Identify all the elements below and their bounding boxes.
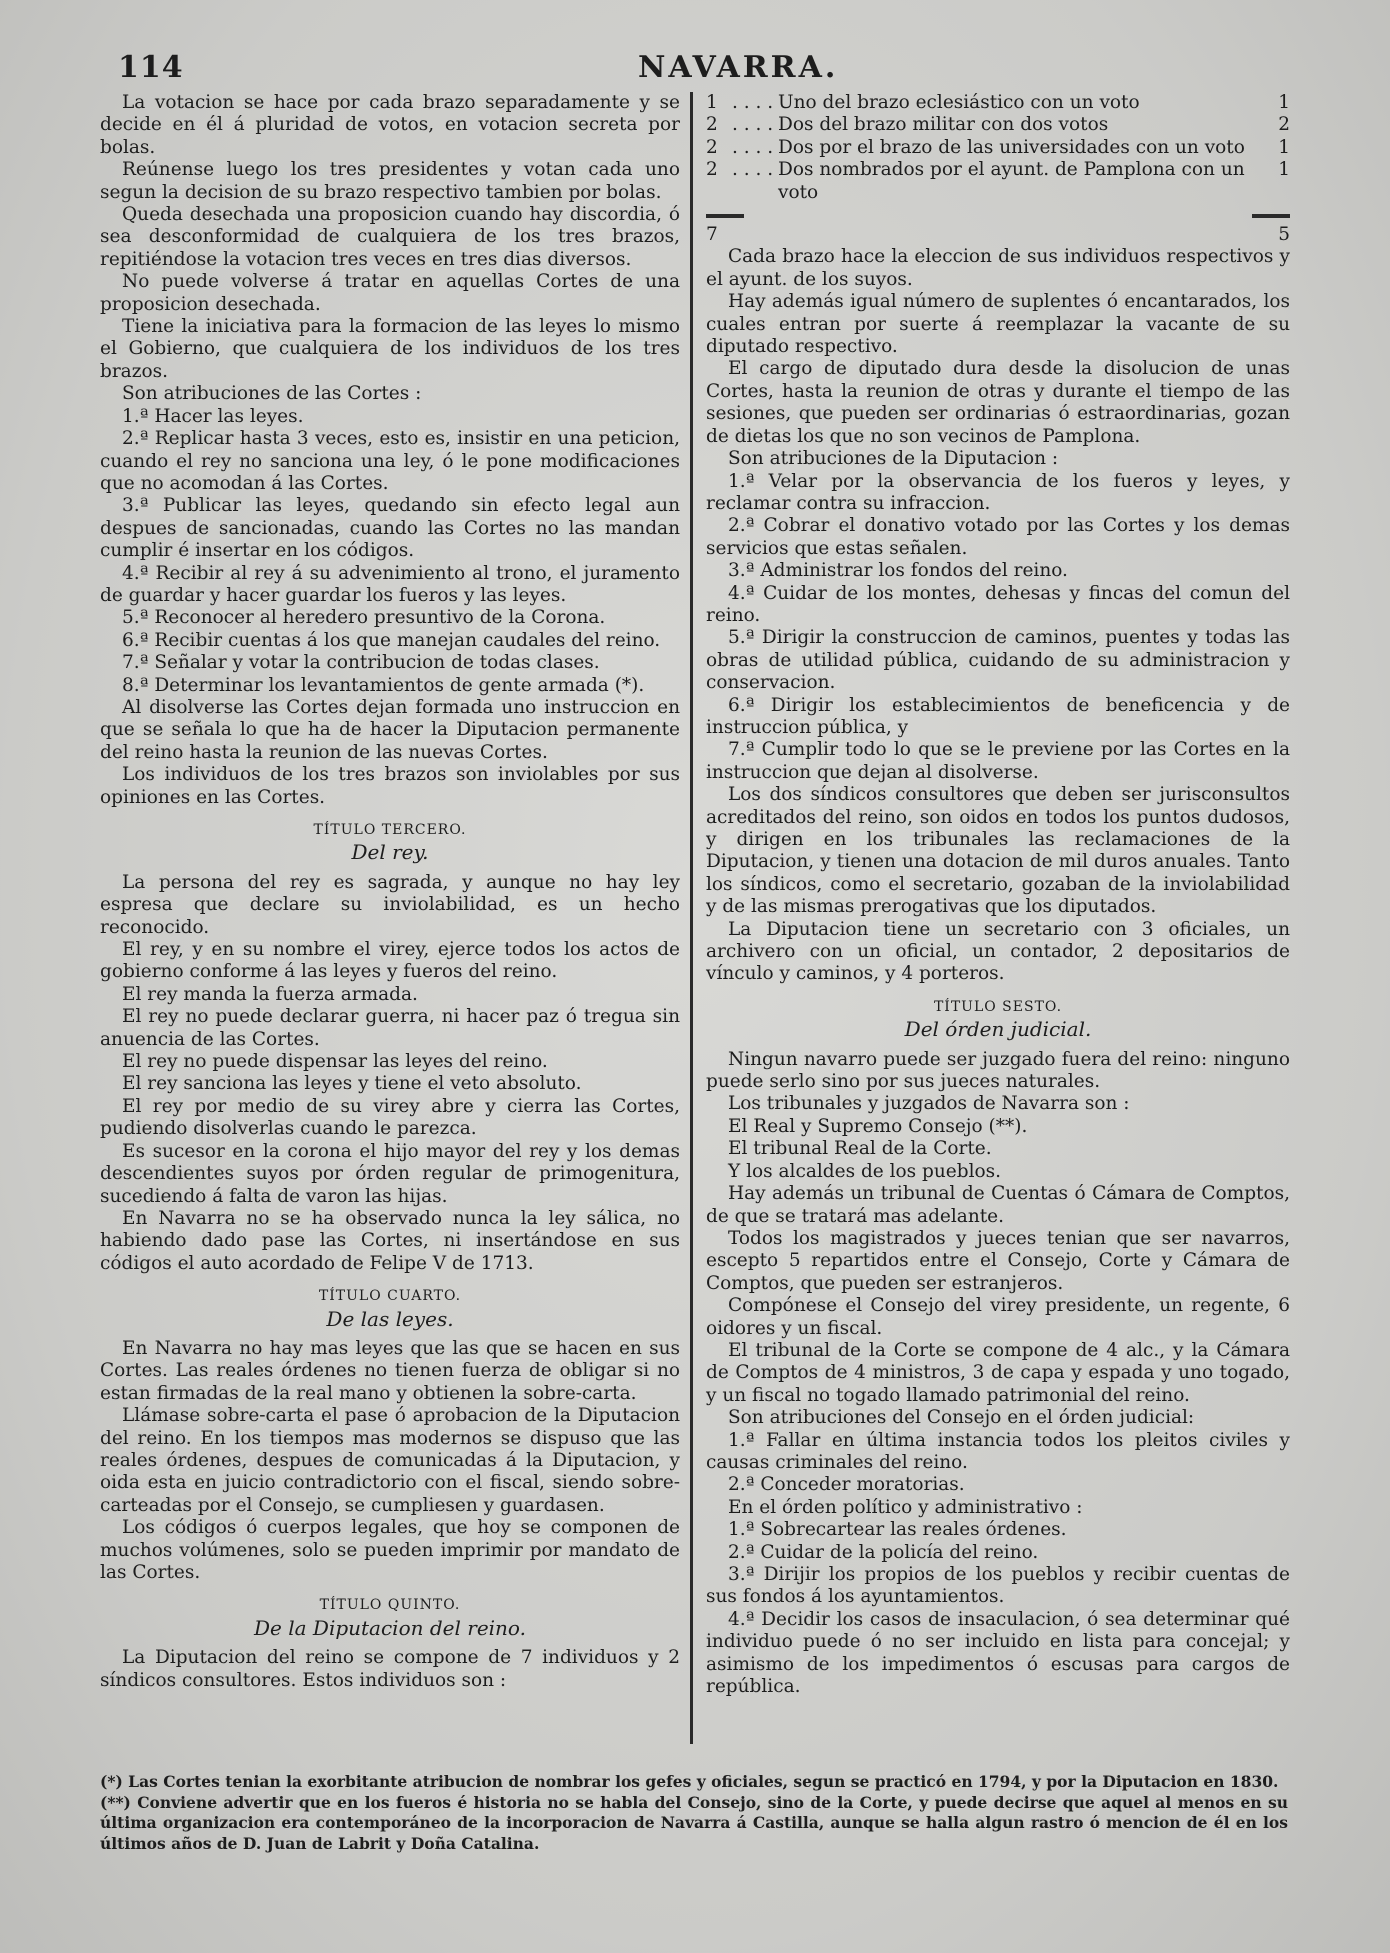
rep-votes: 1 — [1278, 92, 1290, 113]
paragraph: Compónese el Consejo del virey presidente, un regente, 6 oidores y un fiscal. — [706, 1295, 1290, 1339]
paragraph: Son atribuciones de la Diputacion : — [728, 448, 1059, 470]
section-heading: TÍTULO TERCERO. — [313, 822, 467, 838]
rep-votes: 1 — [1278, 159, 1290, 181]
section-subheading: De la Diputacion del reino. — [254, 1615, 526, 1640]
section-subheading: De las leyes. — [326, 1306, 454, 1331]
left-column — [100, 92, 680, 1692]
rep-count: 1 — [706, 92, 718, 113]
paragraph: El rey manda la fuerza armada. — [122, 983, 418, 1005]
paragraph: Los individuos de los tres brazos son inviolables por sus opiniones en las Cortes. — [100, 764, 680, 808]
paragraph: El tribunal de la Corte se compone de 4 alc., y la Cámara de Comptos de 4 ministros, 3 de capa y espada y uno togado, y un fiscal no togado llamado patrimonial del reino. — [706, 1339, 1290, 1406]
representation-row: 2 . . . . Dos nombrados por el ayunt. de Pamplona con un voto 1 — [706, 159, 1290, 203]
paragraph: El cargo de diputado dura desde la disolucion de unas Cortes, hasta la reunion de otras y durante el tiempo de las sesiones, que pueden ser ordinarias ó estraordinarias, gozan de dietas los que no son vecinos de Pamplona. — [706, 358, 1290, 447]
paragraph: En el órden político y administrativo : — [728, 1496, 1083, 1518]
rule — [1252, 214, 1290, 218]
total-votes: 5 — [1278, 224, 1290, 246]
rep-text: Uno del brazo eclesiástico con un voto — [778, 92, 1140, 113]
paragraph: Reúnense luego los tres presidentes y votan cada uno segun la decision de su brazo respectivo tambien por bolas. — [100, 159, 680, 203]
paragraph: Ningun navarro puede ser juzgado fuera del reino: ninguno puede serlo sino por sus jueces naturales. — [706, 1048, 1290, 1093]
footnote: (**) Conviene advertir que en los fueros é historia no se habla del Consejo, sino de la Corte, y puede decirse que aquel al menos en su última organizacion era contemporáneo de la incorporacion de Navarra á Castilla, aunque se halla algun rastro ó mencion de él en los últimos años de D. Juan de Labrit y Doña Catalina. — [100, 1792, 1288, 1853]
list-item: 4.ª Cuidar de los montes, dehesas y fincas del comun del reino. — [706, 582, 1290, 626]
section-heading: TÍTULO CUARTO. — [318, 1288, 462, 1305]
rule — [706, 214, 744, 218]
totals-row — [706, 224, 1290, 246]
rep-text: Dos nombrados por el ayunt. de Pamplona con un voto — [778, 159, 1245, 203]
paragraph: Al disolverse las Cortes dejan formada uno instruccion en que se señala lo que ha de hacer la Diputacion permanente del reino hasta la reunion de las nuevas Cortes. — [100, 696, 680, 763]
paragraph: No puede volverse á tratar en aquellas Cortes de una proposicion desechada. — [100, 271, 680, 315]
footnote: (*) Las Cortes tenian la exorbitante atribucion de nombrar los gefes y oficiales, segun se practicó en 1794, y por la Diputacion en 1830. — [100, 1772, 1279, 1791]
paragraph: La votacion se hace por cada brazo separadamente y se decide en él á pluridad de votos, en votacion secreta por bolas. — [100, 92, 680, 158]
section-subheading: Del órden judicial. — [904, 1017, 1092, 1042]
representation-row: 2 . . . . Dos por el brazo de las universidades con un voto 1 — [706, 136, 1290, 158]
rep-count: 2 — [706, 136, 718, 158]
paragraph: El Real y Supremo Consejo (**). — [728, 1115, 1028, 1137]
list-item: 5.ª Dirigir la construccion de caminos, puentes y todas las obras de utilidad pública, cuidando de su administracion y conservacion. — [706, 627, 1290, 694]
rep-text: Dos por el brazo de las universidades con un voto — [778, 136, 1245, 158]
paragraph: Es sucesor en la corona el hijo mayor del rey y los demas descendientes suyos por órden regular de primogenitura, sucediendo á falta de varon las hijas. — [100, 1140, 680, 1207]
paragraph: Tiene la iniciativa para la formacion de las leyes lo mismo el Gobierno, que cualquiera de los individuos de los tres brazos. — [100, 316, 680, 382]
list-item: 6.ª Recibir cuentas á los que manejan caudales del reino. — [122, 629, 661, 651]
paragraph: Cada brazo hace la eleccion de sus individuos respectivos y el ayunt. de los suyos. — [706, 246, 1290, 290]
rep-votes: 1 — [1278, 136, 1290, 158]
paragraph: En Navarra no hay mas leyes que las que se hacen en sus Cortes. Las reales órdenes no tienen fuerza de obligar si no estan firmadas de la real mano y obtienen la sobre-carta. — [100, 1337, 680, 1404]
list-item: 2.ª Cuidar de la policía del reino. — [728, 1541, 1039, 1563]
list-item: 2.ª Cobrar el donativo votado por las Cortes y los demas servicios que estas señalen. — [706, 515, 1290, 559]
paragraph: El rey, y en su nombre el virey, ejerce todos los actos de gobierno conforme á las leyes y fueros del reino. — [100, 939, 680, 983]
paragraph: El rey por medio de su virey abre y cierra las Cortes, pudiendo disolverlas cuando le parezca. — [100, 1095, 680, 1140]
list-item: 7.ª Cumplir todo lo que se le previene por las Cortes en la instruccion que dejan al disolverse. — [706, 739, 1290, 783]
paragraph: En Navarra no se ha observado nunca la ley sálica, no habiendo dado pase las Cortes, ni insertándose en sus códigos el auto acordado de Felipe V de 1713. — [100, 1207, 680, 1274]
paragraph: La Diputacion tiene un secretario con 3 oficiales, un archivero con un oficial, un contador, 2 depositarios de vínculo y caminos, y 4 porteros. — [706, 918, 1290, 985]
paragraph: Queda desechada una proposicion cuando hay discordia, ó sea desconformidad de cualquiera de los tres brazos, repitiéndose la votacion tres veces en tres dias diversos. — [100, 204, 680, 270]
paragraph: El tribunal Real de la Corte. — [728, 1138, 992, 1160]
representation-row: 2 . . . . Dos del brazo militar con dos votos 2 — [706, 114, 1290, 136]
list-item: 8.ª Determinar los levantamientos de gente armada (*). — [122, 674, 645, 696]
list-item: 3.ª Dirijir los propios de los pueblos y recibir cuentas de sus fondos á los ayuntamientos. — [706, 1564, 1290, 1608]
paragraph: El rey no puede dispensar las leyes del reino. — [122, 1051, 548, 1073]
list-item: 5.ª Reconocer al heredero presuntivo de la Corona. — [122, 607, 606, 629]
total-individuals: 7 — [706, 224, 718, 246]
running-title: NAVARRA. — [638, 50, 839, 85]
rep-votes: 2 — [1278, 114, 1290, 136]
list-item: 1.ª Hacer las leyes. — [122, 405, 304, 427]
total-rules — [706, 208, 1290, 218]
right-column — [706, 92, 1290, 1698]
paragraph: El rey sanciona las leyes y tiene el veto absoluto. — [122, 1073, 582, 1095]
paragraph: Los códigos ó cuerpos legales, que hoy se componen de muchos volúmenes, solo se pueden imprimir por mandato de las Cortes. — [100, 1517, 680, 1583]
list-item: 4.ª Decidir los casos de insaculacion, ó sea determinar qué individuo puede ó no ser incluido en lista para concejal; y asimismo de los impedimentos ó escusas para cargos de república. — [706, 1608, 1290, 1698]
rep-count: 2 — [706, 114, 718, 136]
section-heading: TÍTULO QUINTO. — [319, 1597, 461, 1614]
paragraph: Y los alcaldes de los pueblos. — [728, 1160, 1002, 1182]
paragraph: Los tribunales y juzgados de Navarra son : — [728, 1093, 1130, 1115]
list-item: 3.ª Publicar las leyes, quedando sin efecto legal aun despues de sancionadas, cuando las Cortes no las mandan cumplir é insertar en los códigos. — [100, 495, 680, 562]
column-divider — [690, 92, 693, 1744]
paragraph: La persona del rey es sagrada, y aunque no hay ley espresa que declare su inviolabilidad, es un hecho reconocido. — [100, 871, 680, 938]
list-item: 1.ª Velar por la observancia de los fueros y leyes, y reclamar contra su infraccion. — [706, 470, 1290, 514]
representation-row: 1 . . . . Uno del brazo eclesiástico con un voto 1 — [706, 92, 1290, 113]
list-item: 4.ª Recibir al rey á su advenimiento al trono, el juramento de guardar y hacer guardar los fueros y las leyes. — [100, 562, 680, 606]
paragraph: Hay además igual número de suplentes ó encantarados, los cuales entran por suerte á reemplazar la vacante de su diputado respectivo. — [706, 291, 1290, 358]
paragraph: Hay además un tribunal de Cuentas ó Cámara de Comptos, de que se tratará mas adelante. — [706, 1183, 1290, 1227]
paragraph: La Diputacion del reino se compone de 7 individuos y 2 síndicos consultores. Estos individuos son : — [100, 1647, 680, 1691]
footnotes — [100, 1772, 1288, 1854]
list-item: 2.ª Replicar hasta 3 veces, esto es, insistir en una peticion, cuando el rey no sanciona una ley, ó le pone modificaciones que no acomodan á las Cortes. — [100, 428, 680, 494]
paragraph: Son atribuciones de las Cortes : — [122, 383, 422, 405]
list-item: 1.ª Sobrecartear las reales órdenes. — [728, 1519, 1067, 1541]
section-subheading: Del rey. — [351, 840, 429, 865]
page-number: 114 — [118, 50, 184, 85]
list-item: 1.ª Fallar en última instancia todos los pleitos civiles y causas criminales del reino. — [706, 1429, 1290, 1473]
paragraph: Son atribuciones del Consejo en el órden judicial: — [728, 1407, 1195, 1429]
rep-text: Dos del brazo militar con dos votos — [778, 114, 1109, 136]
rep-count: 2 — [706, 159, 718, 181]
list-item: 7.ª Señalar y votar la contribucion de todas clases. — [122, 652, 600, 674]
page-header — [118, 50, 1285, 90]
paragraph: El rey no puede declarar guerra, ni hacer paz ó tregua sin anuencia de las Cortes. — [100, 1006, 680, 1050]
list-item: 6.ª Dirigir los establecimientos de beneficencia y de instruccion pública, y — [706, 694, 1290, 738]
list-item: 2.ª Conceder moratorias. — [728, 1474, 965, 1496]
list-item: 3.ª Administrar los fondos del reino. — [728, 560, 1068, 582]
paragraph: Llámase sobre-carta el pase ó aprobacion de la Diputacion del reino. En los tiempos mas modernos se dispuso que las reales órdenes, despues de comunicadas á la Diputacion, y oida esta en juicio contradictorio con el fiscal, siendo sobre-carteadas por el Consejo, se cumpliesen y guardasen. — [100, 1405, 680, 1516]
paragraph: Los dos síndicos consultores que deben ser jurisconsultos acreditados del reino, son oidos en todos los puntos dudosos, y dirigen en los tribunales las reclamaciones de la Diputacion, y tienen una dotacion de mil duros anuales. Tanto los síndicos, como el secretario, gozaban de la inviolabilidad y de las mismas prerogativas que los diputados. — [706, 784, 1290, 918]
section-heading: TÍTULO SESTO. — [933, 998, 1063, 1015]
paragraph: Todos los magistrados y jueces tenian que ser navarros, escepto 5 repartidos entre el Consejo, Corte y Cámara de Comptos, que pueden ser estranjeros. — [706, 1227, 1290, 1294]
